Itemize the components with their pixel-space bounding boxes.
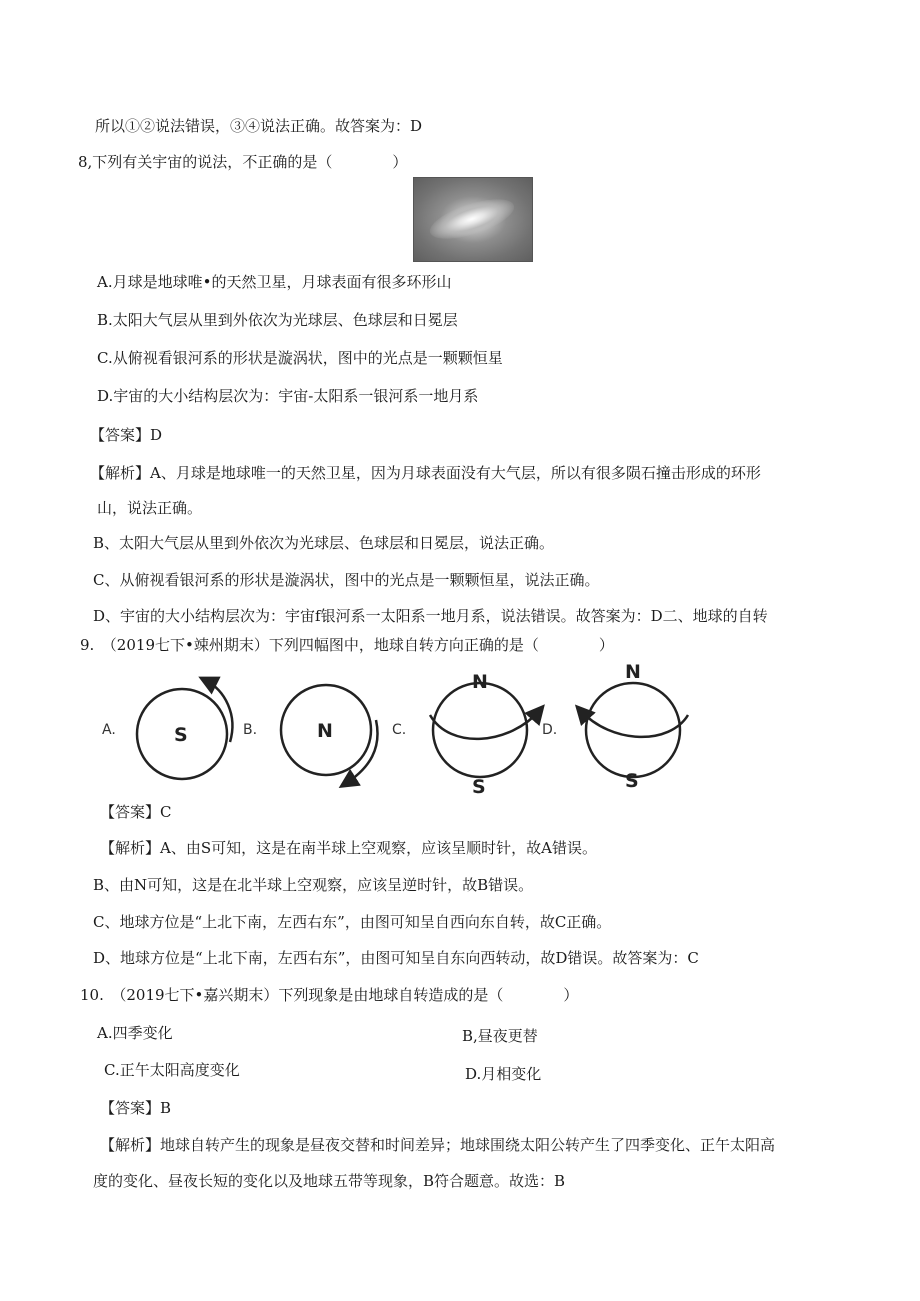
q8-explanation-cont: 山，说法正确。 <box>97 499 203 517</box>
diagram-c-north: N <box>472 671 488 693</box>
q10-explanation-cont: 度的变化、昼夜长短的变化以及地球五带等现象，B符合题意。故选：B <box>93 1172 566 1190</box>
q10-option-a: A.四季变化 <box>97 1024 173 1042</box>
option-c-label: C. <box>392 722 407 738</box>
diagram-b-pole: N <box>317 720 333 742</box>
diagram-d-arrow <box>580 710 688 737</box>
diagram-d-circle <box>586 683 680 777</box>
q10-answer: 【答案】B <box>100 1099 172 1117</box>
earth-rotation-diagrams <box>100 660 720 800</box>
diagram-d-north: N <box>625 661 641 683</box>
galaxy-image <box>413 177 533 262</box>
q8-explanation: 【解析】A、月球是地球唯一的天然卫星，因为月球表面没有大气层，所以有很多陨石撞击形成的环形 <box>90 464 761 482</box>
diagram-b-arrow <box>345 720 378 784</box>
answer-conclusion: 所以①②说法错误，③④说法正确。故答案为：D <box>95 117 423 135</box>
q8-option-c: C.从俯视看银河系的形状是漩涡状，图中的光点是一颗颗恒星 <box>97 349 503 367</box>
q9-explanation-a: 【解析】A、由S可知，这是在南半球上空观察，应该呈顺时针，故A错误。 <box>100 839 597 857</box>
diagram-a-pole: S <box>174 724 188 746</box>
option-a-label: A. <box>102 722 116 738</box>
option-d-label: D. <box>542 722 558 738</box>
q9-answer: 【答案】C <box>100 803 172 821</box>
diagram-d-south: S <box>625 770 639 792</box>
q8-explanation-c: C、从俯视看银河系的形状是漩涡状，图中的光点是一颗颗恒星，说法正确。 <box>93 571 600 589</box>
q9-explanation-b: B、由N可知，这是在北半球上空观察，应该呈逆时针，故B错误。 <box>93 876 534 894</box>
option-b-label: B. <box>243 722 258 738</box>
q10-option-b: B,昼夜更替 <box>462 1027 538 1045</box>
q8-explanation-b: B、太阳大气层从里到外依次为光球层、色球层和日冕层，说法正确。 <box>93 534 555 552</box>
q8-option-d: D.宇宙的大小结构层次为：宇宙-太阳系一银河系一地月系 <box>97 387 479 405</box>
q8-option-b: B.太阳大气层从里到外依次为光球层、色球层和日冕层 <box>97 311 458 329</box>
question-10: 10. （2019七下•嘉兴期末）下列现象是由地球自转造成的是（ ） <box>80 986 579 1004</box>
q8-answer: 【答案】D <box>90 426 163 444</box>
q9-explanation-c: C、地球方位是“上北下南，左西右东”，由图可知呈自西向东自转，故C正确。 <box>93 913 612 931</box>
diagram-c-south: S <box>472 776 486 798</box>
q10-option-d: D.月相变化 <box>465 1065 542 1083</box>
q9-explanation-d: D、地球方位是“上北下南，左西右东”，由图可知呈自东向西转动，故D错误。故答案为：C <box>93 949 699 967</box>
q8-explanation-d: D、宇宙的大小结构层次为：宇宙f银河系一太阳系一地月系，说法错误。故答案为：D二、地球的自转 <box>93 607 768 625</box>
q10-option-c: C.正午太阳高度变化 <box>104 1061 240 1079</box>
q10-explanation: 【解析】地球自转产生的现象是昼夜交替和时间差异；地球围绕太阳公转产生了四季变化、正午太阳高 <box>100 1136 776 1154</box>
diagram-a-arrow <box>205 680 232 742</box>
question-8: 8,下列有关宇宙的说法，不正确的是（ ） <box>78 153 408 171</box>
question-9: 9. （2019七下•竦州期末）下列四幅图中，地球自转方向正确的是（ ） <box>80 636 614 654</box>
q8-option-a: A.月球是地球唯•的天然卫星，月球表面有很多环形山 <box>97 273 452 291</box>
